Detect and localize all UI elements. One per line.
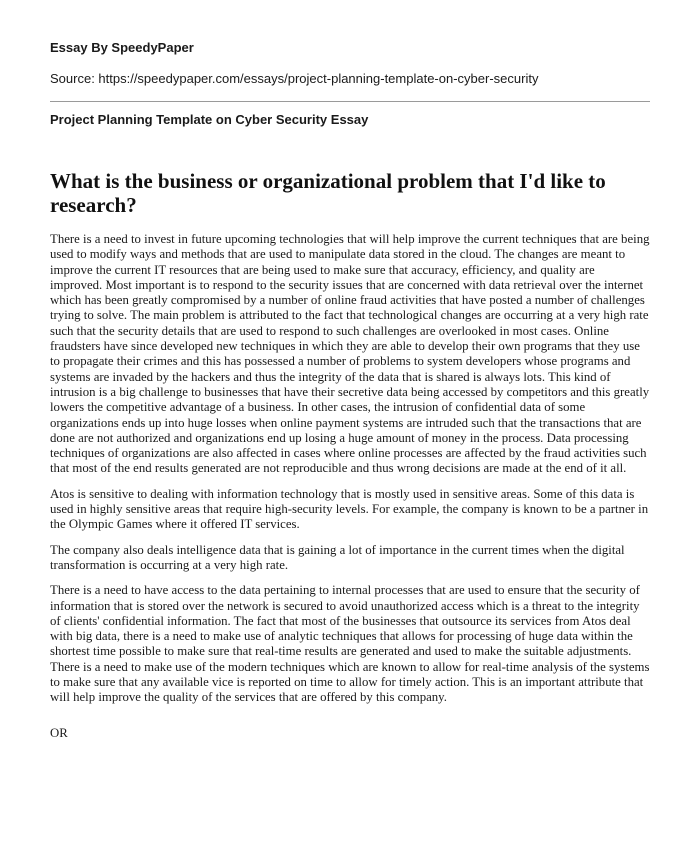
paragraph: There is a need to have access to the data pertaining to internal processes that are used to ensure that the security of information that is stored over the network is secured to avoid unauthorized access which is a threat to the integrity of clients' confidential information. The fact that most of the businesses that outsource its services from Atos deal with big data, there is a need to make use of analytic techniques that allows for processing of huge data within the shortest time possible to make sure that real-time results are generated and used to make the suitable adjustments. There is a need to make use of the modern techniques which are known to allow for real-time analysis of the systems to make sure that any available vice is reported on time to allow for timely action. This is an important attribute that will help improve the quality of the services that are offered by this company. bbox=[50, 583, 650, 705]
trailing-text: OR bbox=[50, 725, 68, 740]
source-line: Source: https://speedypaper.com/essays/project-planning-template-on-cyber-security bbox=[50, 71, 539, 86]
section-heading: What is the business or organizational problem that I'd like to research? bbox=[50, 169, 606, 217]
site-title: Essay By SpeedyPaper bbox=[50, 40, 194, 55]
divider bbox=[50, 101, 650, 102]
paragraph: There is a need to invest in future upcoming technologies that will help improve the current techniques that are being used to modify ways and methods that are used to manipulate data stored in the cloud. The changes are meant to improve the current IT resources that are being used to make sure that accuracy, efficiency, and quality are improved. Most important is to respond to the security issues that are concerned with data retrieval over the internet which has been greatly compromised by a number of online fraud activities that have posted a number of challenges trying to solve. The main problem is attributed to the fact that technological changes are occurring at a very high rate such that the security details that are used to respond to such challenges are overlooked in most cases. Online fraudsters have since developed new techniques in which they are able to develop their own programs that they use to propagate their crimes and this has possessed a number of problems to system developers whose programs and systems are invaded by the hackers and thus the integrity of the data that is shared is always lots. This kind of intrusion is a big challenge to businesses that have their secretive data being accessed by competitors and this greatly lowers the competitive advantage of a business. In other cases, the intrusion of confidential data of some organizations ends up into huge losses when online payment systems are intruded such that the transactions that are done are not authorized and organizations end up losing a huge amount of money in the process. Data processing techniques of organizations are also affected in cases where online processes are affected by the fraud activities such that most of the end results generated are not reproducible and thus wrong decisions are made at the end of it all. bbox=[50, 232, 650, 476]
paragraph: The company also deals intelligence data that is gaining a lot of importance in the current times when the digital transformation is occurring at a very high rate. bbox=[50, 542, 625, 572]
paragraph: Atos is sensitive to dealing with information technology that is mostly used in sensitive areas. Some of this data is used in highly sensitive areas that require high-security levels. For example, the company is known to be a partner in the Olympic Games where it offered IT services. bbox=[50, 486, 649, 532]
essay-title: Project Planning Template on Cyber Security Essay bbox=[50, 112, 369, 127]
